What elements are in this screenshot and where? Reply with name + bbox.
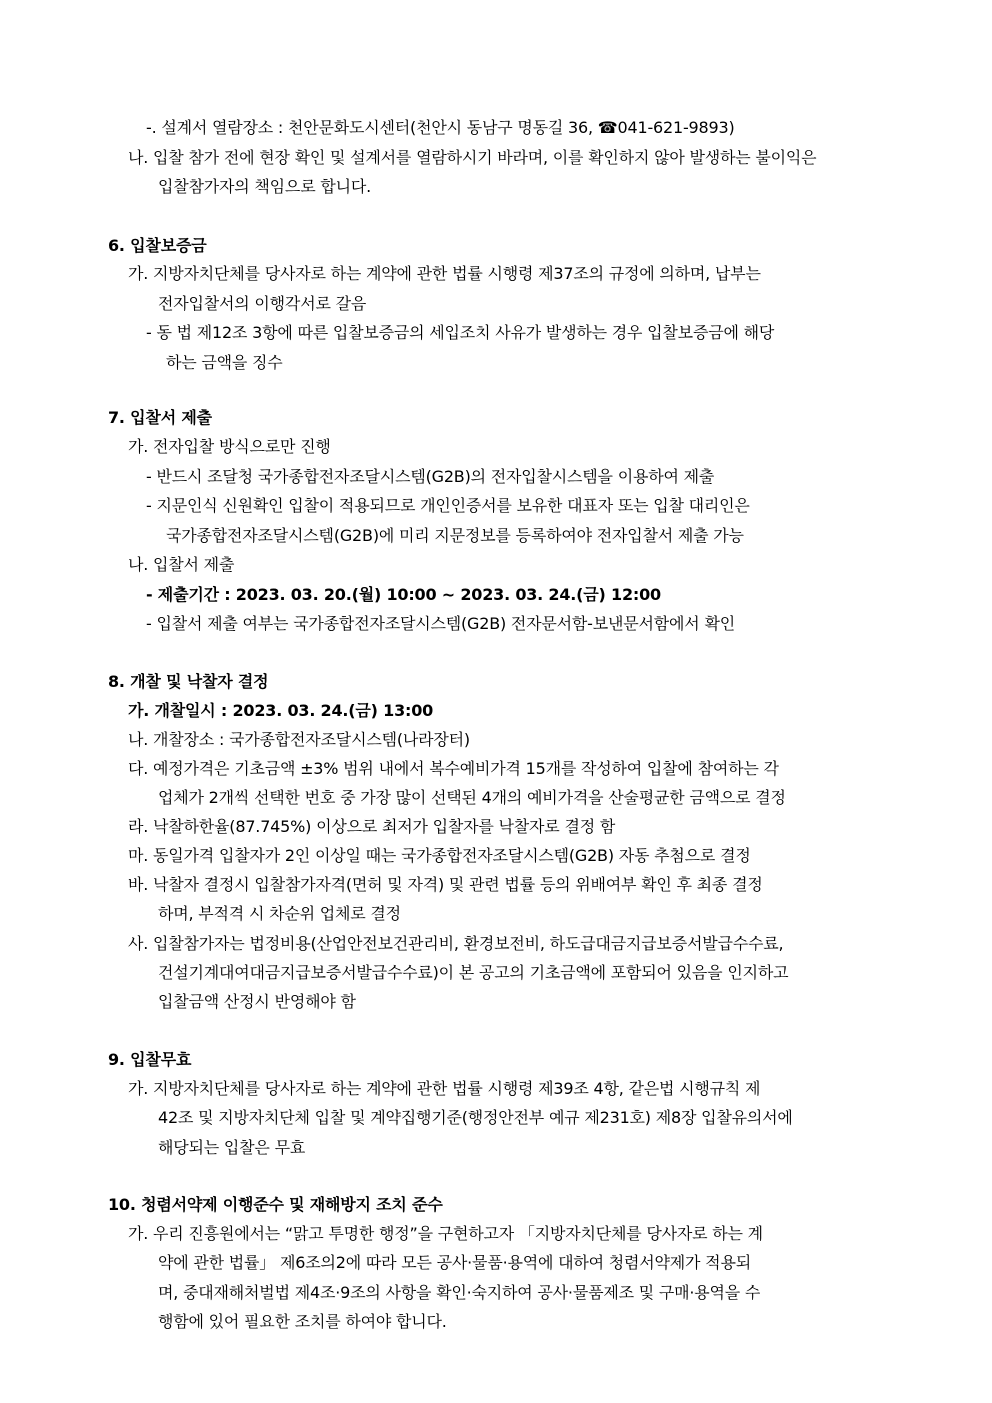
text-line: 나. 개찰장소 : 국가종합전자조달시스템(나라장터) (128, 730, 470, 749)
text-line: - 입찰서 제출 여부는 국가종합전자조달시스템(G2B) 전자문서함-보낸문서함에서 확인 (146, 614, 735, 633)
text-line: 약에 관한 법률」 제6조의2에 따라 모든 공사·물품·용역에 대하여 청렴서약제가 적용되 (158, 1253, 751, 1272)
text-line: 국가종합전자조달시스템(G2B)에 미리 지문정보를 등록하여야 전자입찰서 제출 가능 (166, 526, 744, 545)
text-line: 하는 금액을 징수 (166, 353, 283, 372)
text-line: 행함에 있어 필요한 조치를 하여야 합니다. (158, 1312, 447, 1331)
section-heading: 9. 입찰무효 (108, 1050, 192, 1069)
text-line: - 지문인식 신원확인 입찰이 적용되므로 개인인증서를 보유한 대표자 또는 입찰 대리인은 (146, 496, 750, 515)
text-line: 건설기계대여대금지급보증서발급수수료)이 본 공고의 기초금액에 포함되어 있음을 인지하고 (158, 963, 789, 982)
text-line: 하며, 부적격 시 차순위 업체로 결정 (158, 904, 401, 923)
text-line: 라. 낙찰하한율(87.745%) 이상으로 최저가 입찰자를 낙찰자로 결정 함 (128, 817, 616, 836)
text-line: 입찰참가자의 책임으로 합니다. (158, 177, 371, 196)
text-line: - 제출기간 : 2023. 03. 20.(월) 10:00 ~ 2023. 03. 24.(금) 12:00 (146, 585, 661, 604)
text-line: 나. 입찰서 제출 (128, 555, 235, 574)
text-line: 입찰금액 산정시 반영해야 함 (158, 992, 356, 1011)
section-heading: 7. 입찰서 제출 (108, 408, 212, 427)
text-line: 업체가 2개씩 선택한 번호 중 가장 많이 선택된 4개의 예비가격을 산술평균한 금액으로 결정 (158, 788, 786, 807)
text-line: 바. 낙찰자 결정시 입찰참가자격(면허 및 자격) 및 관련 법률 등의 위배여부 확인 후 최종 결정 (128, 875, 763, 894)
section-heading: 8. 개찰 및 낙찰자 결정 (108, 672, 269, 691)
text-line: 가. 지방자치단체를 당사자로 하는 계약에 관한 법률 시행령 제37조의 규정에 의하며, 납부는 (128, 264, 761, 283)
section-heading: 10. 청렴서약제 이행준수 및 재해방지 조치 준수 (108, 1195, 443, 1214)
text-line: - 반드시 조달청 국가종합전자조달시스템(G2B)의 전자입찰시스템을 이용하여 제출 (146, 467, 715, 486)
text-line: - 동 법 제12조 3항에 따른 입찰보증금의 세입조치 사유가 발생하는 경우 입찰보증금에 해당 (146, 323, 775, 342)
text-line: 가. 지방자치단체를 당사자로 하는 계약에 관한 법률 시행령 제39조 4항, 같은법 시행규칙 제 (128, 1079, 761, 1098)
text-line: 가. 우리 진흥원에서는 “맑고 투명한 행정”을 구현하고자 「지방자치단체를 당사자로 하는 계 (128, 1224, 763, 1243)
text-line: 다. 예정가격은 기초금액 ±3% 범위 내에서 복수예비가격 15개를 작성하여 입찰에 참여하는 각 (128, 759, 779, 778)
section-heading: 6. 입찰보증금 (108, 236, 207, 255)
text-line: 42조 및 지방자치단체 입찰 및 계약집행기준(행정안전부 예규 제231호) 제8장 입찰유의서에 (158, 1108, 793, 1127)
text-line: -. 설계서 열람장소 : 천안문화도시센터(천안시 동남구 명동길 36, ☎041-621-9893) (146, 118, 735, 137)
text-line: 전자입찰서의 이행각서로 갈음 (158, 294, 367, 313)
text-line: 마. 동일가격 입찰자가 2인 이상일 때는 국가종합전자조달시스템(G2B) 자동 추첨으로 결정 (128, 846, 751, 865)
text-line: 며, 중대재해처벌법 제4조·9조의 사항을 확인·숙지하여 공사·물품제조 및 구매·용역을 수 (158, 1283, 761, 1302)
text-line: 나. 입찰 참가 전에 현장 확인 및 설계서를 열람하시기 바라며, 이를 확인하지 않아 발생하는 불이익은 (128, 148, 817, 167)
text-line: 가. 전자입찰 방식으로만 진행 (128, 437, 331, 456)
text-line: 사. 입찰참가자는 법정비용(산업안전보건관리비, 환경보전비, 하도급대금지급보증서발급수수료, (128, 934, 784, 953)
text-line: 가. 개찰일시 : 2023. 03. 24.(금) 13:00 (128, 701, 434, 720)
text-line: 해당되는 입찰은 무효 (158, 1138, 306, 1157)
